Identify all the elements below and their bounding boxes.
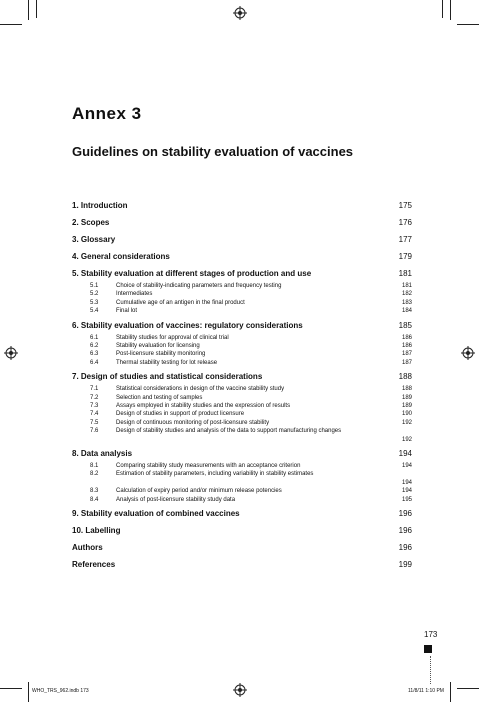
toc-subsection-number: 5.4 <box>90 308 99 315</box>
toc-subsection-text: Assays employed in stability studies and the expression of results <box>116 403 291 409</box>
toc-subsection-text: Estimation of stability parameters, including variability in stability estimates <box>116 471 314 478</box>
toc-subsection-page: 194 <box>401 488 412 495</box>
toc-section-label: 9. Stability evaluation of combined vaccines <box>72 509 240 518</box>
toc-subsection-number: 7.5 <box>90 419 99 426</box>
toc-subsection-page: 186 <box>401 334 412 341</box>
toc-subsection-number: 6.2 <box>90 343 99 349</box>
footer-file-info: WHO_TRS_962.indb 173 <box>32 688 89 694</box>
toc-section-label: 3. Glossary <box>72 235 116 244</box>
crop-mark-bottom-left-h <box>0 688 22 689</box>
toc-section-page: 196 <box>398 526 412 535</box>
toc-subsection-text: Selection and testing of samples <box>116 394 203 401</box>
toc-subsection-page: 187 <box>401 359 412 366</box>
toc-section-label: 5. Stability evaluation at different stages of production and use <box>72 269 312 278</box>
toc-subsection[interactable] <box>72 427 412 444</box>
toc-section-page: 176 <box>398 218 412 227</box>
toc-subsection-text: Calculation of expiry period and/or minimum release potencies <box>116 488 282 495</box>
crop-mark-top-left-v2 <box>36 0 37 18</box>
toc-section-label: 7. Design of studies and statistical considerations <box>72 372 263 382</box>
toc-section[interactable] <box>72 320 412 332</box>
toc-section-page: 196 <box>398 543 412 552</box>
toc-section-label: Authors <box>72 543 103 552</box>
toc-subsection-number: 8.1 <box>90 463 99 469</box>
document-title: Guidelines on stability evaluation of vaccines <box>72 144 354 159</box>
toc-subsection-number: 5.1 <box>90 283 99 289</box>
toc-subsection-text: Intermediates <box>116 291 153 298</box>
toc-section[interactable] <box>72 234 412 246</box>
toc-subsection-number: 8.3 <box>90 488 99 495</box>
toc-subsection-number: 7.2 <box>90 394 99 401</box>
page-number: 173 <box>424 630 438 639</box>
toc-section[interactable] <box>72 371 412 383</box>
toc-subsection-number: 7.3 <box>90 403 99 409</box>
toc-subsection-text: Design of stability studies and analysis of the data to support manufacturing changes <box>116 428 342 435</box>
toc-subsection-page: 188 <box>401 386 412 393</box>
toc-subsection-page: 189 <box>401 403 412 409</box>
toc-subsection-text: Design of continuous monitoring of post-licensure stability <box>116 419 270 426</box>
toc-subsection-text: Stability studies for approval of clinical trial <box>116 334 229 341</box>
toc-section-page: 179 <box>398 252 412 261</box>
toc-section[interactable] <box>72 251 412 263</box>
toc-subsection-page: 184 <box>401 308 412 315</box>
toc-section-label: 10. Labelling <box>72 526 121 535</box>
toc-subsection-page: 192 <box>401 436 412 443</box>
toc-subsection-text: Comparing stability study measurements with an acceptance criterion <box>116 463 301 469</box>
crop-mark-top-left-v <box>28 0 29 20</box>
toc-subsection-text: Analysis of post-licensure stability study data <box>116 496 236 503</box>
dotted-guide-line <box>430 656 431 684</box>
toc-subsection-text: Choice of stability-indicating parameters and frequency testing <box>116 283 282 289</box>
registration-mark-bottom <box>233 683 247 697</box>
registration-mark-right <box>461 346 475 360</box>
toc-section[interactable] <box>72 268 412 280</box>
annex-title: Annex 3 <box>72 104 142 123</box>
toc-section-page: 181 <box>398 269 412 278</box>
page-marker-square <box>424 645 432 653</box>
toc-subsection-page: 190 <box>401 411 412 418</box>
toc-section-page: 185 <box>398 320 412 330</box>
toc-subsection-text: Cumulative age of an antigen in the final product <box>116 299 245 306</box>
toc-section-label: 4. General considerations <box>72 252 170 261</box>
toc-subsection-page: 183 <box>401 299 412 306</box>
toc-subsection-number: 5.3 <box>90 299 99 306</box>
registration-mark-left <box>4 346 18 360</box>
crop-mark-bottom-right-h <box>457 688 479 689</box>
toc-subsection-number: 5.2 <box>90 291 99 298</box>
crop-mark-top-right-v2 <box>442 0 443 18</box>
toc-subsection-number: 7.1 <box>90 386 99 393</box>
toc-section[interactable] <box>72 217 412 229</box>
toc-subsection-text: Design of studies in support of product licensure <box>116 411 245 418</box>
toc-section[interactable] <box>72 508 412 520</box>
toc-subsection-text: Post-licensure stability monitoring <box>116 351 206 358</box>
toc-section-label: 6. Stability evaluation of vaccines: regulatory considerations <box>72 320 303 330</box>
toc-subsection-page: 194 <box>401 463 412 469</box>
toc-subsection-number: 7.6 <box>90 428 99 435</box>
toc-subsection-page: 182 <box>401 291 412 298</box>
toc-subsection-text: Stability evaluation for licensing <box>116 343 200 349</box>
toc-section[interactable] <box>72 559 412 571</box>
toc-subsection-text: Final lot <box>116 308 138 315</box>
toc-section-page: 199 <box>398 560 412 569</box>
toc-section[interactable] <box>72 200 412 212</box>
toc-section-label: References <box>72 560 116 569</box>
toc-subsection-text: Statistical considerations in design of the vaccine stability study <box>116 386 285 393</box>
crop-mark-top-left-h <box>0 24 22 25</box>
crop-mark-bottom-left-v <box>28 682 29 702</box>
toc-section-page: 194 <box>398 449 412 458</box>
toc-subsection-page: 189 <box>401 394 412 401</box>
toc-subsection-number: 8.2 <box>90 471 99 478</box>
toc-subsection-number: 8.4 <box>90 496 99 503</box>
toc-section-page: 177 <box>398 235 412 244</box>
crop-mark-top-right-h <box>457 24 479 25</box>
toc-subsection-page: 195 <box>401 496 412 503</box>
toc-section-page: 175 <box>398 201 412 210</box>
toc-section-label: 1. Introduction <box>72 201 128 210</box>
toc-subsection-page: 192 <box>401 419 412 426</box>
toc-section[interactable] <box>72 542 412 554</box>
toc-subsection-page: 186 <box>401 343 412 349</box>
toc-section[interactable] <box>72 448 412 460</box>
toc-section-page: 188 <box>398 372 412 382</box>
toc-subsection-page: 194 <box>401 479 412 486</box>
toc-section[interactable] <box>72 525 412 537</box>
toc-subsection-number: 6.4 <box>90 359 99 366</box>
toc-subsection-number: 6.1 <box>90 334 99 341</box>
toc-section-page: 196 <box>398 509 412 518</box>
footer-date-info: 11/8/11 1:10 PM <box>408 688 444 694</box>
table-of-contents <box>72 200 412 610</box>
toc-section-label: 8. Data analysis <box>72 449 133 458</box>
toc-subsection-page: 181 <box>401 283 412 289</box>
crop-mark-top-right-v <box>450 0 451 20</box>
registration-mark-top <box>233 6 247 20</box>
toc-subsection[interactable] <box>72 470 412 487</box>
toc-subsection-page: 187 <box>401 351 412 358</box>
crop-mark-bottom-right-v <box>450 682 451 702</box>
toc-subsection-number: 7.4 <box>90 411 99 418</box>
toc-section-label: 2. Scopes <box>72 218 110 227</box>
toc-subsection-number: 6.3 <box>90 351 99 358</box>
toc-subsection-text: Thermal stability testing for lot release <box>116 359 218 366</box>
